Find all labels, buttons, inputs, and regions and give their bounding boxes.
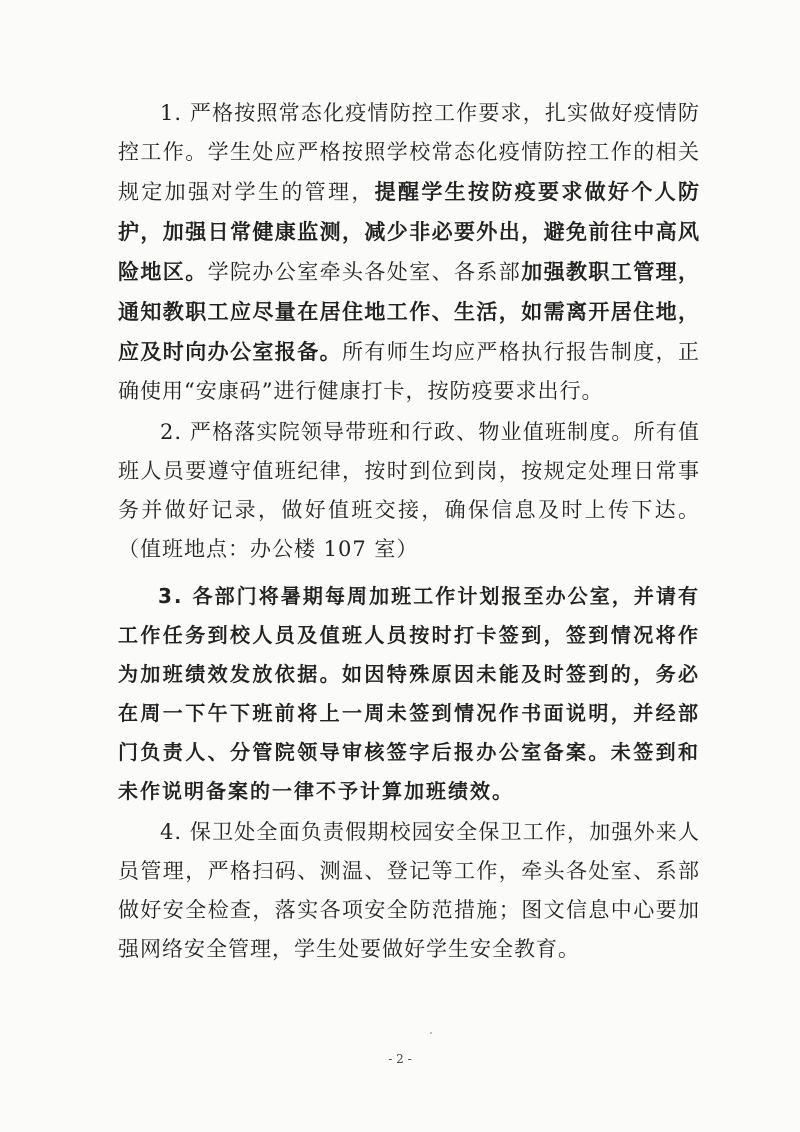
p2-text-1: 2. 严格落实院领导带班和行政、物业值班制度。所有值班人员要遵守值班纪律，按时到位到岗，按规定处理日常事务并做好记录，做好值班交接，确保信息及时上传下达。（值班地点：办公楼 107 室） bbox=[118, 420, 700, 561]
p1-text-2: 学院办公室牵头各处室、各系部 bbox=[207, 260, 522, 284]
p1-text-3: 所有师生均应严格执行报告制度，正确使用“安康码”进行健康打卡，按防疫要求出行。 bbox=[118, 340, 700, 403]
page-number: - 2 - bbox=[388, 1052, 412, 1066]
paragraph-3 bbox=[118, 577, 700, 811]
p1-text-1: 1. 严格按照常态化疫情防控工作要求，扎实做好疫情防控工作。学生处应严格按照学校常态化疫情防控工作的相关规定加强对学生的管理， bbox=[118, 101, 700, 204]
paragraph-2 bbox=[118, 413, 700, 569]
p1-bold-1: 提醒学生按防疫要求做好个人防护，加强日常健康监测，减少非必要外出，避免前往中高风险地区。 bbox=[118, 179, 701, 284]
paragraph-1 bbox=[118, 94, 700, 411]
p4-text-1: 4. 保卫处全面负责假期校园安全保卫工作，加强外来人员管理，严格扫码、测温、登记等工作，牵头各处室、系部做好安全检查，落实各项安全防范措施；图文信息中心要加强网络安全管理，学生处要做好学生安全教育。 bbox=[118, 820, 700, 961]
scan-speck bbox=[430, 1032, 432, 1034]
paragraph-4 bbox=[118, 813, 700, 969]
document-body bbox=[118, 94, 700, 969]
p3-bold-1: 3. 各部门将暑期每周加班工作计划报至办公室，并请有工作任务到校人员及值班人员按时打卡签到，签到情况将作为加班绩效发放依据。如因特殊原因未能及时签到的，务必在周一下午下班前将上一周未签到情况作书面说明，并经部门负责人、分管院领导审核签字后报办公室备案。未签到和未作说明备案的一律不予计算加班绩效。 bbox=[118, 584, 700, 803]
p1-bold-2: 加强教职工管理，通知教职工应尽量在居住地工作、生活，如需离开居住地，应及时向办公室报备。 bbox=[118, 259, 701, 364]
